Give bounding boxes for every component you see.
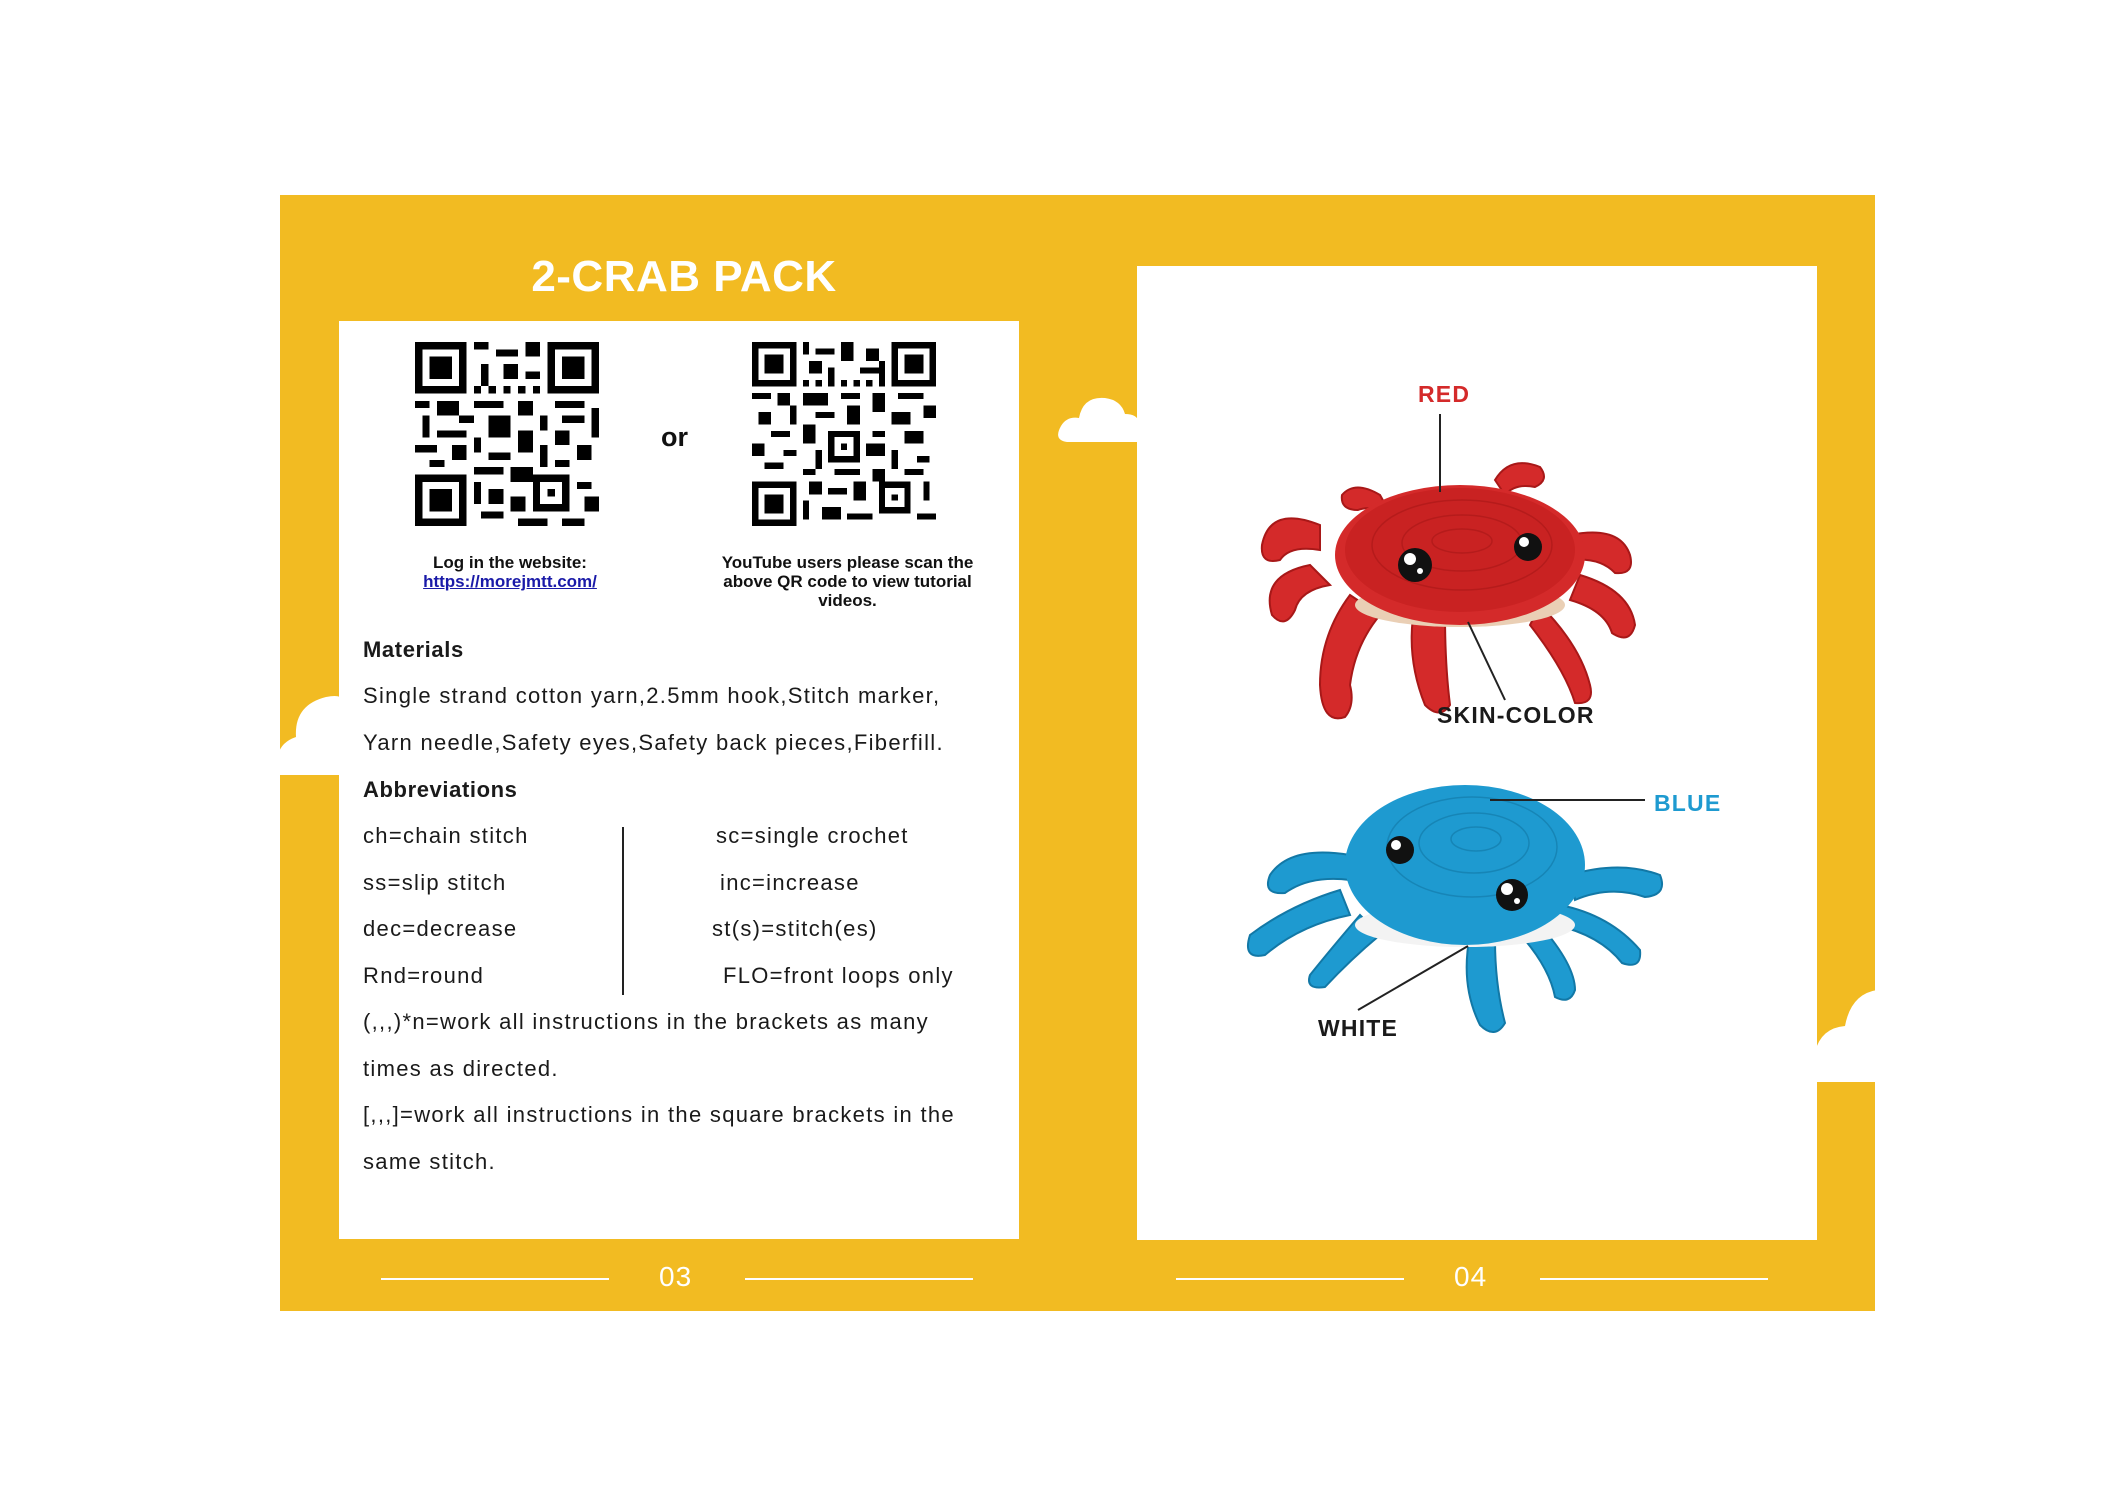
abbreviation-left-3: dec=decrease [363,916,518,941]
website-link[interactable]: https://morejmtt.com/ [423,572,597,591]
materials-line-2: Yarn needle,Safety eyes,Safety back pieces,Fiberfill. [363,730,944,755]
note-square-brackets-line-2: same stitch. [363,1149,496,1174]
note-brackets-line-1: (,,,)*n=work all instructions in the brackets as many [363,1009,929,1034]
materials-line-1: Single strand cotton yarn,2.5mm hook,Stitch marker, [363,683,941,708]
note-brackets-line-2: times as directed. [363,1056,559,1081]
materials-heading: Materials [363,637,464,662]
page-number-left: 03 [659,1261,693,1292]
label-blue: BLUE [1654,790,1722,816]
abbreviation-left-4: Rnd=round [363,963,485,988]
abbreviation-left-1: ch=chain stitch [363,823,529,848]
footer-rule-right-a [1176,1278,1404,1280]
label-white: WHITE [1318,1015,1399,1041]
label-skin-color: SKIN-COLOR [1437,702,1595,728]
website-caption-text: Log in the website: [433,553,587,572]
note-square-brackets-line-1: [,,,]=work all instructions in the square brackets in the [363,1102,955,1127]
youtube-caption-line-1: YouTube users please scan the [721,553,974,572]
abbreviation-right-1: sc=single crochet [716,823,909,848]
abbreviation-right-4: FLO=front loops only [723,963,954,988]
youtube-caption-line-3: videos. [818,591,877,610]
page-title: 2-CRAB PACK [531,252,837,301]
footer-rule-left-b [745,1278,973,1280]
label-red: RED [1418,381,1471,407]
abbreviation-right-3: st(s)=stitch(es) [712,916,878,941]
abbreviation-right-2: inc=increase [720,870,860,895]
abbreviation-left-2: ss=slip stitch [363,870,507,895]
footer-rule-left-a [381,1278,609,1280]
youtube-caption-line-2: above QR code to view tutorial [723,572,972,591]
abbreviations-heading: Abbreviations [363,777,518,802]
page-number-right: 04 [1454,1261,1488,1292]
or-separator: or [661,422,688,452]
footer-rule-right-b [1540,1278,1768,1280]
